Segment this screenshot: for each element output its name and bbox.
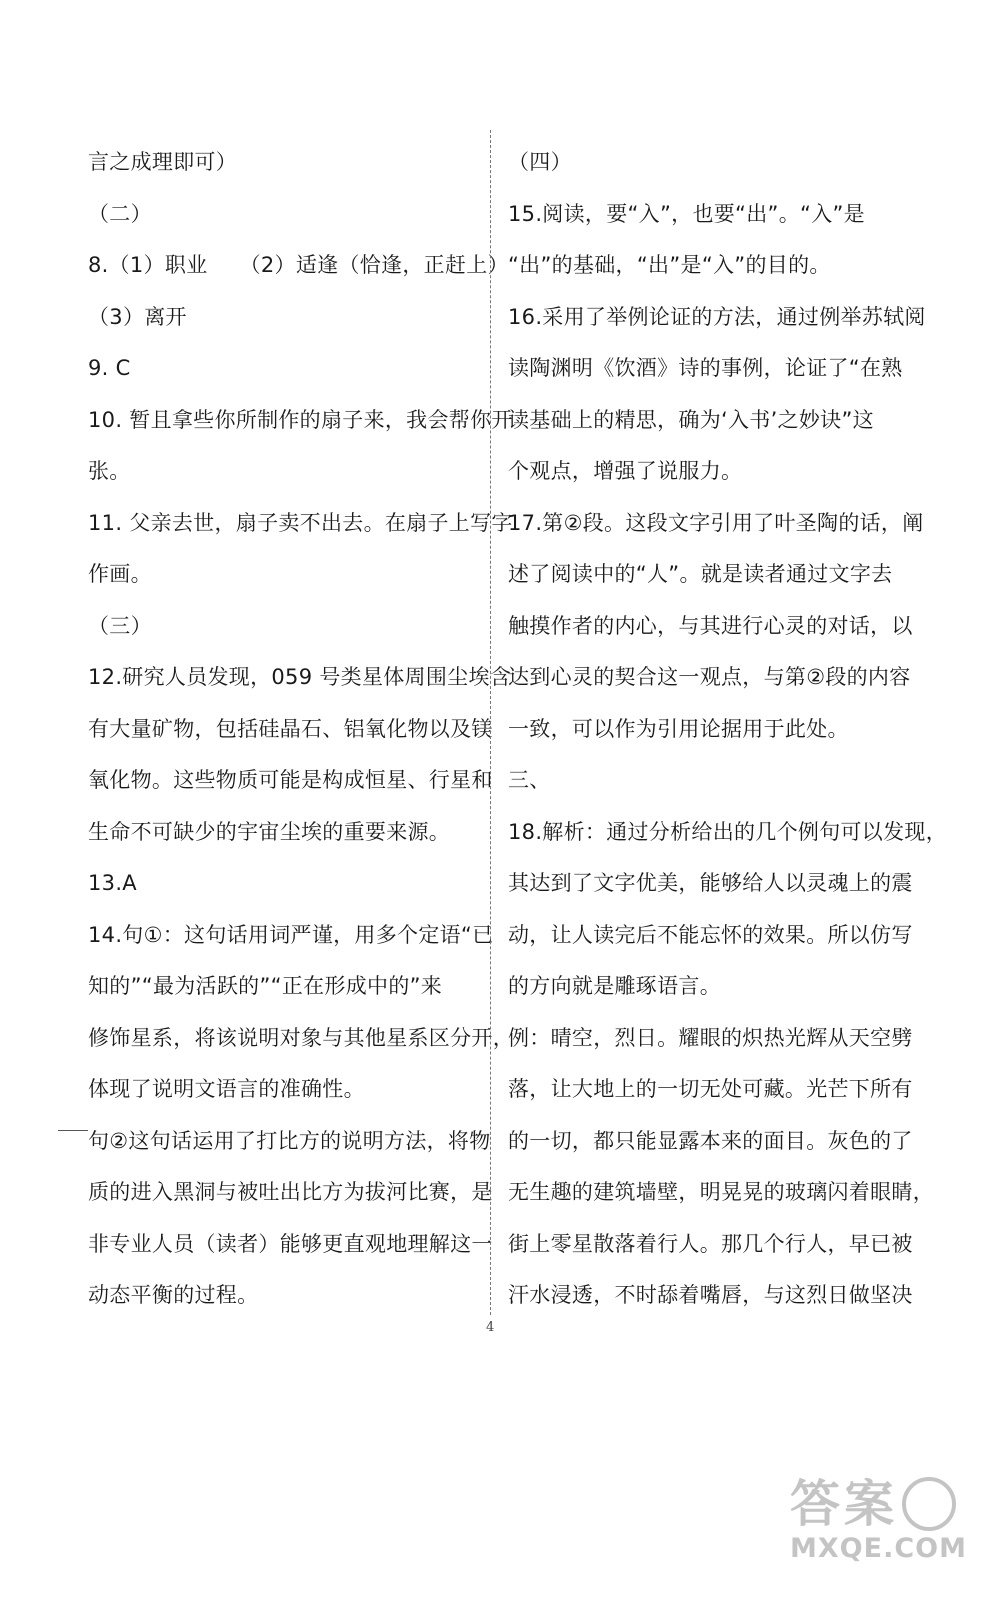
right-column-line: 动，让人读完后不能忘怀的效果。所以仿写 [508, 922, 913, 947]
watermark-url: MXQE.COM [790, 1533, 967, 1564]
left-column-line: 知的”“最为活跃的”“正在形成中的”来 [88, 974, 443, 998]
left-column-line: 11. 父亲去世，扇子卖不出去。在扇子上写字 [88, 510, 513, 535]
left-column-line: 氧化物。这些物质可能是构成恒星、行星和 [88, 768, 493, 792]
left-column-line: 生命不可缺少的宇宙尘埃的重要来源。 [88, 819, 451, 844]
left-column-line: 12.研究人员发现，059 号类星体周围尘埃含 [88, 665, 512, 689]
left-column-line: 非专业人员（读者）能够更直观地理解这一 [88, 1231, 493, 1256]
left-column [88, 140, 514, 1325]
left-column-line: 14.句①：这句话用词严谨，用多个定语“已 [88, 922, 494, 947]
right-column [508, 140, 947, 1325]
left-column-line: （二） [88, 201, 152, 226]
margin-mark [58, 1130, 88, 1131]
right-column-line: 15.阅读，要“入”，也要“出”。“入”是 [508, 201, 865, 226]
right-column-line: 触摸作者的内心，与其进行心灵的对话，以 [508, 613, 913, 638]
right-column-line: 18.解析：通过分析给出的几个例句可以发现， [508, 819, 947, 844]
left-column-line: （3）离开 [88, 304, 187, 329]
right-column-line: “出”的基础，“出”是“入”的目的。 [508, 253, 831, 277]
left-column-line: 13.A [88, 871, 137, 895]
right-column-line: 落，让大地上的一切无处可藏。光芒下所有 [508, 1077, 913, 1101]
column-divider [490, 130, 491, 1315]
right-column-line: 述了阅读中的“人”。就是读者通过文字去 [508, 562, 893, 586]
left-column-line: 动态平衡的过程。 [88, 1283, 259, 1307]
left-column-line: 10. 暂且拿些你所制作的扇子来，我会帮你开 [88, 407, 513, 432]
watermark-logo [790, 1475, 980, 1585]
left-column-line: （三） [88, 613, 152, 638]
left-column-line: 作画。 [88, 562, 152, 586]
right-column-line: 读陶渊明《饮酒》诗的事例，论证了“在熟 [508, 356, 903, 380]
left-column-line: 体现了说明文语言的准确性。 [88, 1077, 365, 1101]
watermark-badge-icon [902, 1477, 956, 1531]
right-column-line: 街上零星散落着行人。那几个行人，早已被 [508, 1231, 913, 1256]
right-column-line: 例：晴空，烈日。耀眼的炽热光辉从天空劈 [508, 1025, 913, 1050]
left-column-line: 句②这句话运用了打比方的说明方法，将物 [88, 1128, 491, 1153]
left-column-line: 言之成理即可） [88, 150, 238, 174]
left-column-line: 张。 [88, 459, 131, 483]
page-number: 4 [486, 1320, 495, 1335]
right-column-line: （四） [508, 150, 572, 174]
right-column-line: 17.第②段。这段文字引用了叶圣陶的话，阐 [508, 510, 924, 535]
right-column-line: 个观点，增强了说服力。 [508, 459, 743, 483]
right-column-line: 16.采用了举例论证的方法，通过例举苏轼阅 [508, 304, 926, 329]
left-column-line: 8.（1）职业 （2）适逢（恰逢，正赶上） [88, 253, 509, 277]
right-column-line: 达到心灵的契合这一观点，与第②段的内容 [508, 665, 911, 689]
left-column-line: 修饰星系，将该说明对象与其他星系区分开， [88, 1025, 514, 1050]
right-column-line: 的方向就是雕琢语言。 [508, 974, 721, 998]
right-column-line: 读基础上的精思，确为‘入书’之妙诀”这 [508, 407, 874, 432]
watermark-title: 答案 [790, 1475, 898, 1533]
right-column-line: 的一切，都只能显露本来的面目。灰色的了 [508, 1128, 913, 1153]
right-column-line: 汗水浸透，不时舔着嘴唇，与这烈日做坚决 [508, 1283, 913, 1307]
left-column-line: 质的进入黑洞与被吐出比方为拔河比赛，是 [88, 1180, 493, 1204]
right-column-line: 无生趣的建筑墙壁，明晃晃的玻璃闪着眼睛， [508, 1180, 934, 1204]
right-column-line: 一致，可以作为引用论据用于此处。 [508, 716, 849, 741]
left-column-line: 9. C [88, 356, 131, 380]
left-column-line: 有大量矿物，包括硅晶石、铝氧化物以及镁 [88, 716, 493, 741]
right-column-line: 三、 [508, 768, 551, 792]
right-column-line: 其达到了文字优美，能够给人以灵魂上的震 [508, 871, 913, 895]
